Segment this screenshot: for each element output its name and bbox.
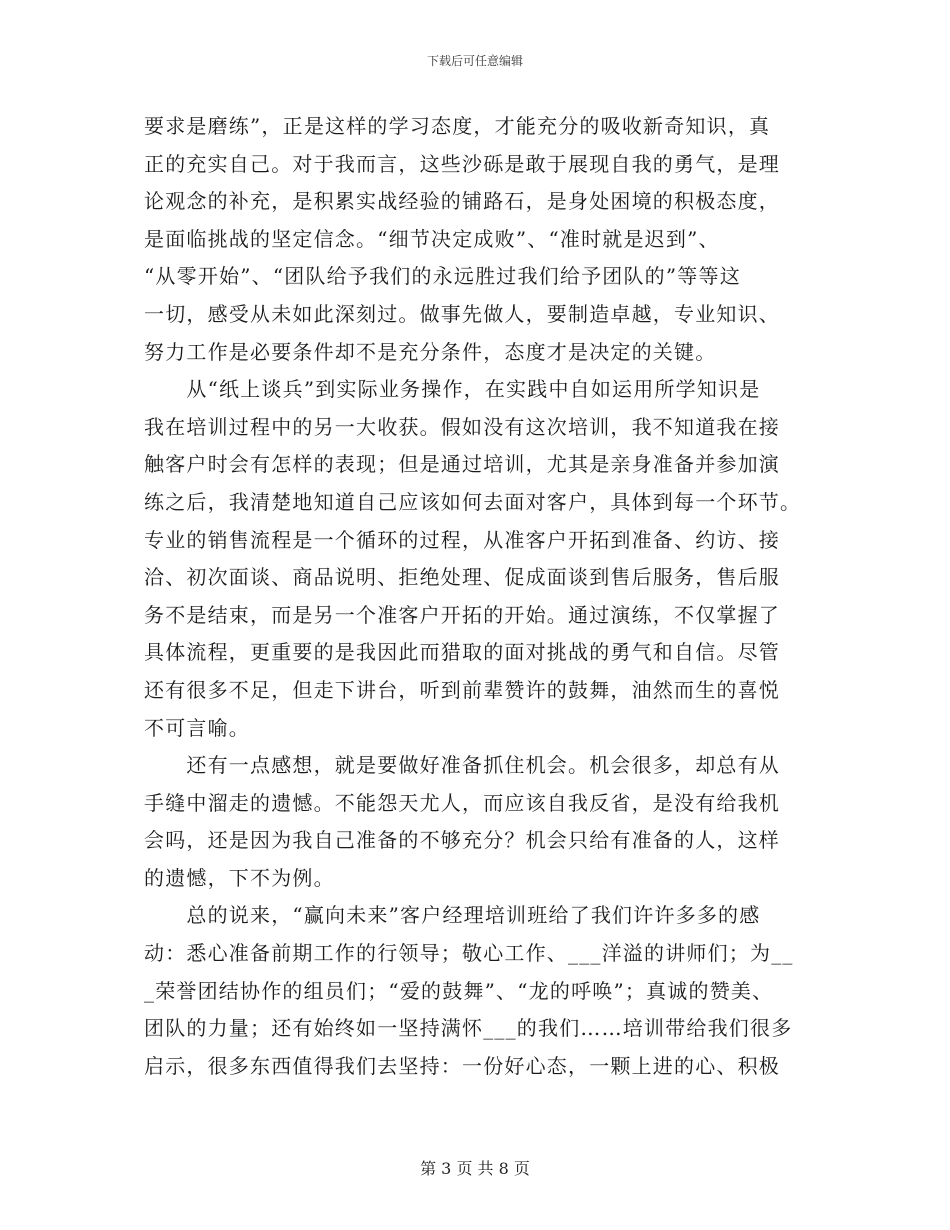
text-line: 一切，感受从未如此深刻过。做事先做人，要制造卓越，专业知识、	[144, 301, 780, 326]
text-line: 努力工作是必要条件却不是充分条件，态度才是决定的关键。	[144, 339, 717, 364]
text-line: 是面临挑战的坚定信念。“细节决定成败”、“准时就是迟到”、	[144, 226, 720, 251]
text-line: 总的说来，“赢向未来”客户经理培训班给了我们许许多多的感	[144, 903, 761, 928]
text-line: 练之后，我清楚地知道自己应该如何去面对客户，具体到每一个环节。	[144, 489, 802, 514]
text-line: 还有很多不足，但走下讲台，听到前辈赞许的鼓舞，油然而生的喜悦	[144, 677, 780, 702]
text-line: 不可言喻。	[144, 715, 250, 740]
text-line: 会吗，还是因为我自己准备的不够充分？机会只给有准备的人，这样	[144, 828, 780, 853]
text-line: 触客户时会有怎样的表现；但是通过培训，尤其是亲身准备并参加演	[144, 452, 780, 477]
text-line: 正的充实自己。对于我而言，这些沙砾是敢于展现自我的勇气，是理	[144, 151, 780, 176]
text-line: “从零开始”、“团队给予我们的永远胜过我们给予团队的”等等这	[144, 264, 741, 289]
text-line: 从“纸上谈兵”到实际业务操作，在实践中自如运用所学知识是	[144, 377, 761, 402]
page-footer: 第 3 页 共 8 页	[420, 1159, 530, 1178]
text-line: 具体流程，更重要的是我因此而猎取的面对挑战的勇气和自信。尽管	[144, 640, 780, 665]
text-line: 我在培训过程中的另一大收获。假如没有这次培训，我不知道我在接	[144, 414, 780, 439]
text-line: 论观念的补充，是积累实战经验的铺路石，是身处困境的积极态度，	[144, 189, 780, 214]
text-line: 务不是结束，而是另一个准客户开拓的开始。通过演练，不仅掌握了	[144, 602, 780, 627]
text-line: 的遗憾，下不为例。	[144, 865, 335, 890]
text-line: 还有一点感想，就是要做好准备抓住机会。机会很多，却总有从	[144, 753, 780, 778]
text-line: 专业的销售流程是一个循环的过程，从准客户开拓到准备、约访、接	[144, 527, 780, 552]
text-line: 要求是磨练”，正是这样的学习态度，才能充分的吸收新奇知识，真	[144, 114, 771, 138]
text-line: 洽、初次面谈、商品说明、拒绝处理、促成面谈到售后服务，售后服	[144, 565, 780, 590]
text-line: 启示，很多东西值得我们去坚持：一份好心态，一颗上进的心、积极	[144, 1053, 780, 1078]
text-line: 动：悉心准备前期工作的行领导；敬心工作、___洋溢的讲师们；为__	[144, 941, 794, 966]
document-body	[144, 108, 804, 1085]
text-line: 手缝中溜走的遗憾。不能怨天尤人，而应该自我反省，是没有给我机	[144, 790, 780, 815]
text-line: 团队的力量；还有始终如一坚持满怀___的我们……培训带给我们很多	[144, 1016, 793, 1041]
page-header: 下载后可任意编辑	[426, 54, 523, 68]
text-line: _荣誉团结协作的组员们；“爱的鼓舞”、“龙的呼唤”；真诚的赞美、	[144, 978, 774, 1003]
